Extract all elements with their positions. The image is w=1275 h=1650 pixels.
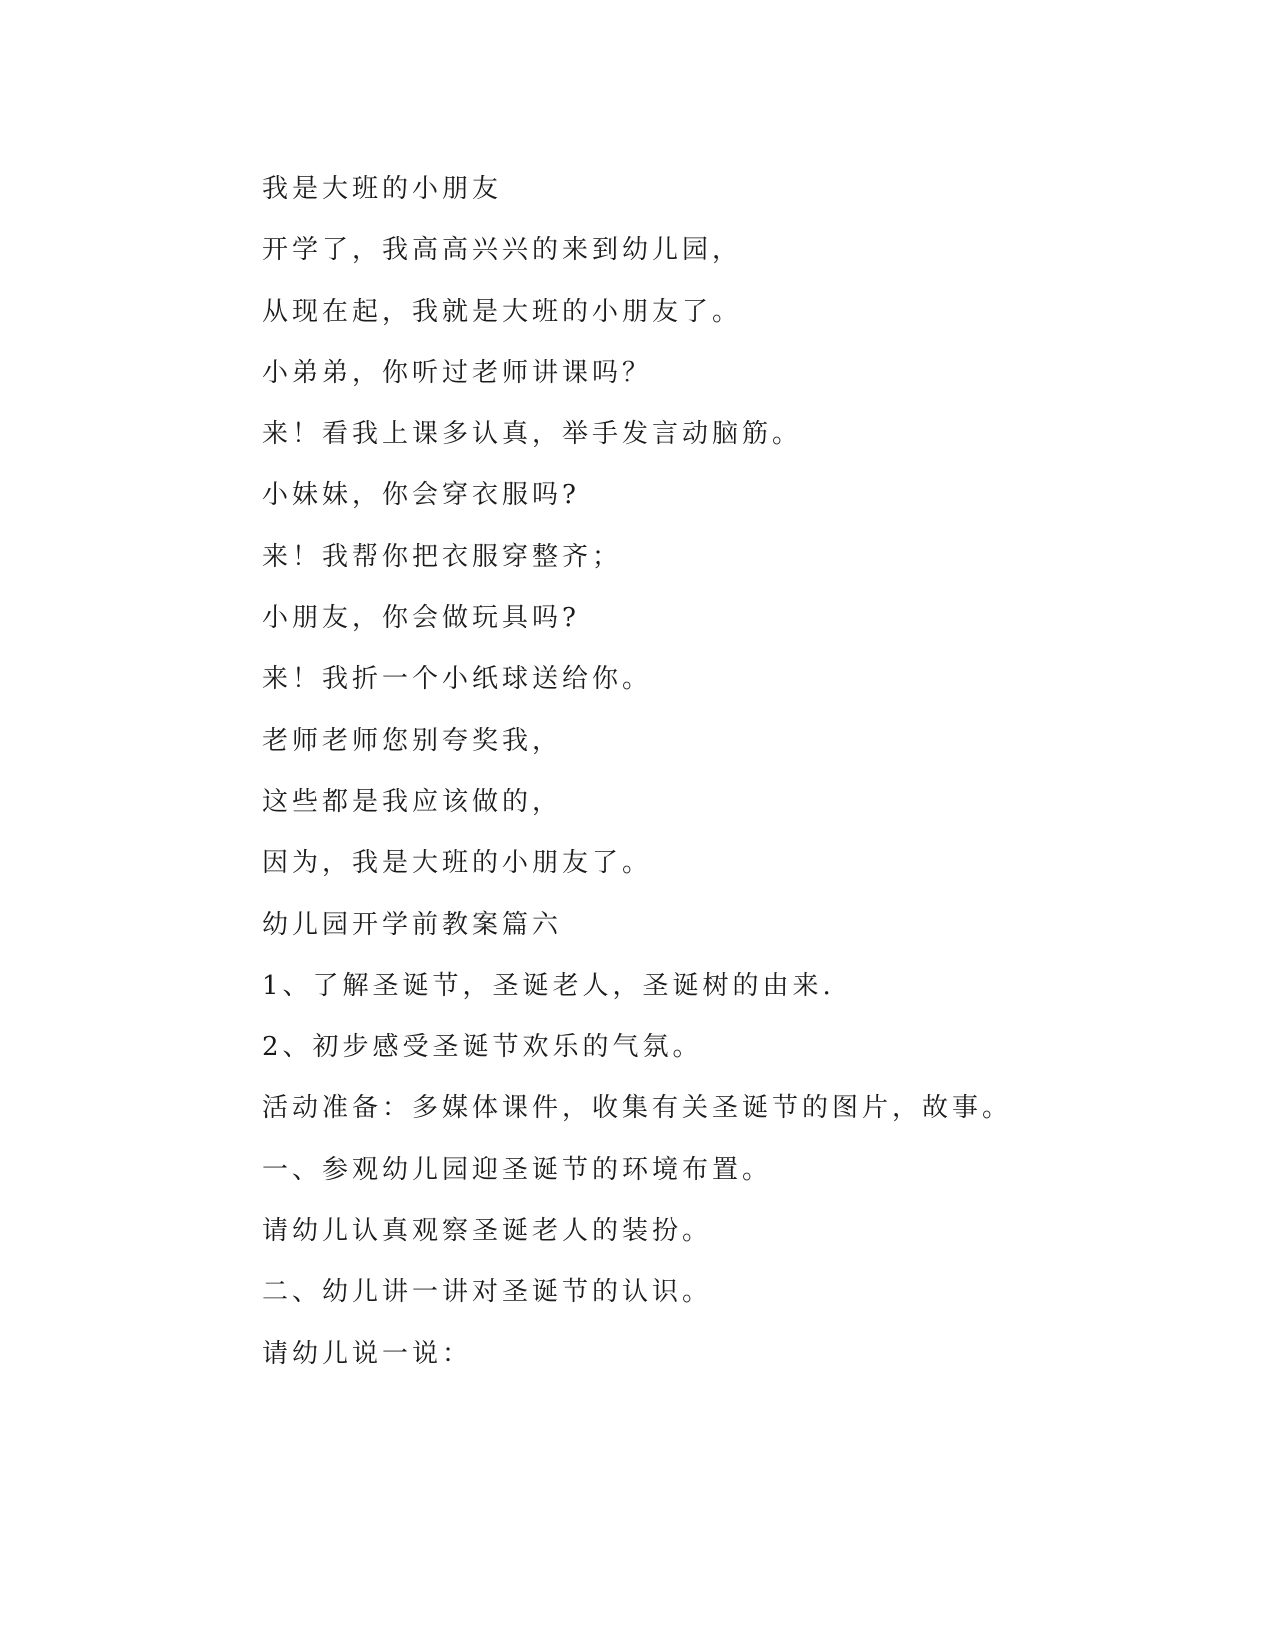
text-line: 小朋友，你会做玩具吗? <box>262 603 580 634</box>
text-line: 小弟弟，你听过老师讲课吗？ <box>262 357 653 388</box>
text-line: 来！我帮你把衣服穿整齐； <box>262 541 623 572</box>
text-line: 因为，我是大班的小朋友了。 <box>262 848 653 879</box>
text-line: 来！看我上课多认真，举手发言动脑筋。 <box>262 419 803 450</box>
step-heading: 二、幼儿讲一讲对圣诞节的认识。 <box>262 1277 713 1308</box>
text-line: 请幼儿认真观察圣诞老人的装扮。 <box>262 1216 713 1247</box>
document-body <box>262 168 1162 1394</box>
objective-item: 1、了解圣诞节，圣诞老人，圣诞树的由来. <box>262 970 835 1001</box>
step-heading: 一、参观幼儿园迎圣诞节的环境布置。 <box>262 1154 773 1185</box>
text-line: 老师老师您别夸奖我， <box>262 725 563 756</box>
text-line: 来！我折一个小纸球送给你。 <box>262 664 653 695</box>
text-line: 这些都是我应该做的， <box>262 786 563 817</box>
text-line: 从现在起，我就是大班的小朋友了。 <box>262 296 743 327</box>
objective-item: 2、初步感受圣诞节欢乐的气氛。 <box>262 1032 703 1063</box>
poem-title: 我是大班的小朋友 <box>262 174 503 204</box>
text-line: 请幼儿说一说： <box>262 1338 473 1369</box>
activity-preparation: 活动准备：多媒体课件，收集有关圣诞节的图片，故事。 <box>262 1093 1013 1124</box>
section-heading: 幼儿园开学前教案篇六 <box>262 909 563 940</box>
text-line: 开学了，我高高兴兴的来到幼儿园， <box>262 235 743 266</box>
text-line: 小妹妹，你会穿衣服吗? <box>262 480 580 511</box>
